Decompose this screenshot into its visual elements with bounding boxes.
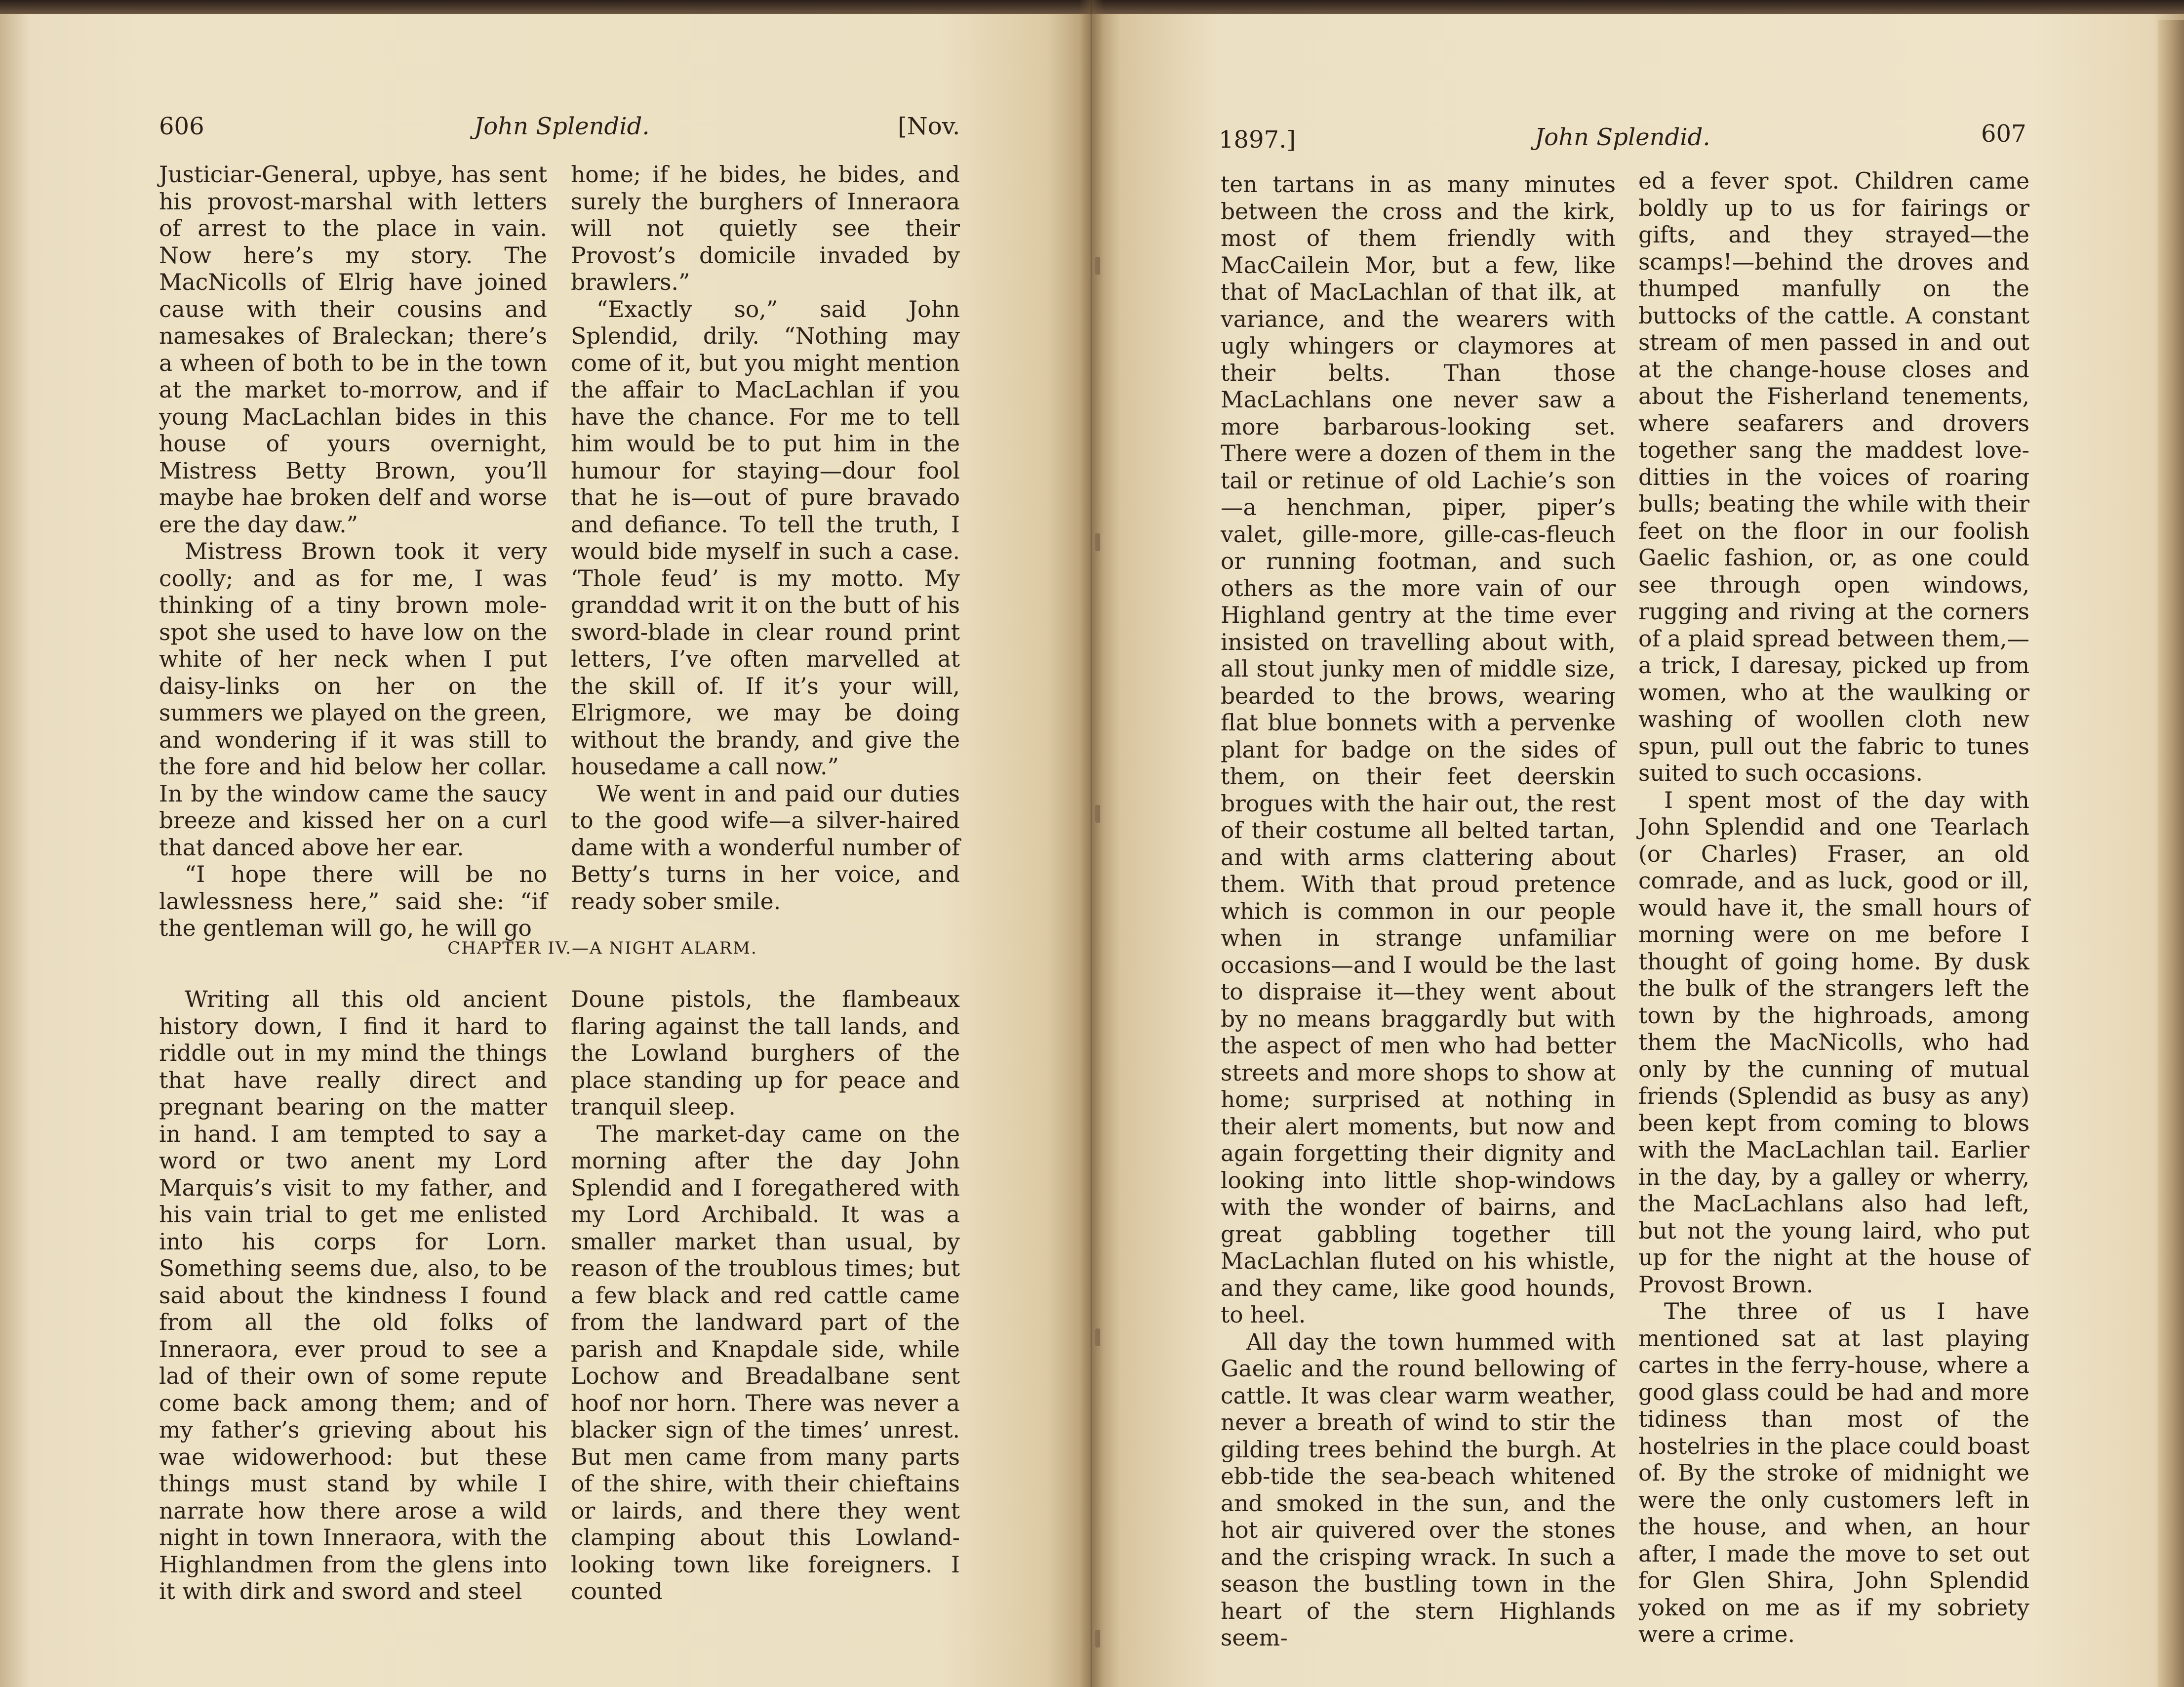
book-gutter — [1079, 0, 1104, 1687]
paragraph: Writing all this old ancient history down, I find it hard to riddle out in my mind the things that have really direct and pregnant bearing on the matter in hand. I am tempted to say a word or two anent my Lord Marquis’s visit to my father, and his vain trial to get me enlisted into his corps for Lorn. Something seems due, also, to be said about the kindness I found from all the old folks of Inneraora, ever proud to see a lad of their own of some repute come back among them; and of my father’s grieving about his wae widowerhood: but these things must stand by while I narrate how there arose a wild night in town Inneraora, with the Highlandmen from the glens into it with dirk and sword and steel — [159, 986, 547, 1605]
paragraph: Mistress Brown took it very coolly; and as for me, I was thinking of a tiny brown mole-spot she used to have low on the white of her neck when I put daisy-links on her on the summers we played on the green, and wondering if it was still to the fore and hid below her collar. In by the window came the saucy breeze and kissed her on a curl that danced above her ear. — [159, 538, 547, 861]
left-column-1-top — [159, 161, 547, 942]
paragraph: home; if he bides, he bides, and surely the burghers of Inneraora will not quietly see their Provost’s domicile invaded by brawlers.” — [571, 161, 960, 295]
binding-stitch — [1095, 533, 1100, 551]
binding-stitch — [1095, 1328, 1100, 1346]
right-year-marker: 1897.] — [1219, 126, 1296, 154]
paragraph: The market-day came on the morning after the day John Splendid and I foregathered with my Lord Archibald. It was a smaller market than usual, by reason of the troublous times; but a few black and red cattle came from the landward part of the parish and Knapdale side, while Lochow and Breadalbane sent hoof nor horn. There was never a blacker sign of the times’ unrest. But men came from many parts of the shire, with their chieftains or lairds, and there they went clamping about this Lowland-looking town like foreigners. I counted — [571, 1121, 960, 1605]
paragraph: We went in and paid our duties to the good wife—a silver-haired dame with a wonderful number of Betty’s turns in her voice, and ready sober smile. — [571, 780, 960, 915]
paragraph: Doune pistols, the flambeaux flaring against the tall lands, and the Lowland burghers of the place standing up for peace and tranquil sleep. — [571, 986, 960, 1120]
page-edge — [2158, 20, 2184, 1687]
paragraph: “I hope there will be no lawlessness here,” said she: “if the gentleman will go, he will go — [159, 861, 547, 941]
left-column-2-bottom — [571, 986, 960, 1606]
right-column-1 — [1221, 171, 1616, 1652]
paragraph: ed a fever spot. Children came boldly up to us for fairings or gifts, and they strayed—the scamps!—behind the droves and thumped manfully on the buttocks of the cattle. A constant stream of men passed in and out at the change-house closes and about the Fisherland tenements, where seafarers and drovers together sang the maddest love-ditties in the voices of roaring bulls; beating the while with their feet on the floor in our foolish Gaelic fashion, or, as one could see through open windows, rugging and riving at the corners of a plaid spread between them,—a trick, I daresay, picked up from women, who at the waulking or washing of woollen cloth new spun, pull out the fabric to tunes suited to such occasions. — [1638, 168, 2029, 786]
right-page-number: 607 — [1981, 120, 2026, 148]
binding-stitch — [1095, 805, 1100, 823]
binding-stitch — [1095, 1630, 1100, 1647]
left-page-number: 606 — [159, 113, 204, 140]
left-column-2-top — [571, 161, 960, 915]
paragraph: “Exactly so,” said John Splendid, drily. “Nothing may come of it, but you might mention the affair to MacLachlan if you have the chance. For me to tell him would be to put him in the humour for staying—dour fool that he is—out of pure bravado and defiance. To tell the truth, I would bide myself in such a case. ‘Thole feud’ is my motto. My granddad writ it on the butt of his sword-blade in clear round print letters, I’ve often marvelled at the skill of. If it’s your will, Elrigmore, we may be doing without the brandy, and give the housedame a call now.” — [571, 296, 960, 780]
left-running-title: John Splendid. — [474, 113, 650, 140]
chapter-heading: CHAPTER IV.—A NIGHT ALARM. — [447, 938, 757, 958]
left-column-1-bottom — [159, 986, 547, 1606]
paragraph: ten tartans in as many minutes between the cross and the kirk, most of them friendly with MacCailein Mor, but a few, like that of MacLachlan of that ilk, at variance, and the wearers with ugly whingers or claymores at their belts. Than those MacLachlans one never saw a more barbarous-looking set. There were a dozen of them in the tail or retinue of old Lachie’s son—a henchman, piper, piper’s valet, gille-more, gille-cas-fleuch or running footman, and such others as the more vain of our Highland gentry at the time ever insisted on travelling about with, all stout junky men of middle size, bearded to the brows, wearing flat blue bonnets with a pervenke plant for badge on the sides of them, on their feet deerskin brogues with the hair out, the rest of their costume all belted tartan, and with arms clattering about them. With that proud pretence which is common in our people when in strange unfamiliar occasions—and I would be the last to dispraise it—they went about by no means braggardly but with the aspect of men who had better streets and more shops to show at home; surprised at nothing in their alert moments, but now and again forgetting their dignity and looking into little shop-windows with the wonder of bairns, and great gabbling together till MacLachlan fluted on his whistle, and they came, like good hounds, to heel. — [1221, 171, 1616, 1328]
right-running-title: John Splendid. — [1535, 123, 1710, 151]
binding-stitch — [1095, 257, 1100, 275]
paragraph: Justiciar-General, upbye, has sent his provost-marshal with letters of arrest to the place in vain. Now here’s my story. The MacNicolls of Elrig have joined cause with their cousins and namesakes of Braleckan; there’s a wheen of both to be in the town at the market to-morrow, and if young MacLachlan bides in this house of yours overnight, Mistress Betty Brown, you’ll maybe hae broken delf and worse ere the day daw.” — [159, 161, 547, 538]
paragraph: All day the town hummed with Gaelic and the round bellowing of cattle. It was clear warm weather, never a breath of wind to stir the gilding trees behind the burgh. At ebb-tide the sea-beach whitened and smoked in the sun, and the hot air quivered over the stones and the crisping wrack. In such a season the bustling town in the heart of the stern Highlands seem- — [1221, 1328, 1616, 1651]
paragraph: I spent most of the day with John Splendid and one Tearlach (or Charles) Fraser, an old comrade, and as luck, good or ill, would have it, the small hours of morning were on me before I thought of going home. By dusk the bulk of the strangers left the town by the highroads, among them the MacNicolls, who had only by the cunning of mutual friends (Splendid as busy as any) been kept from coming to blows with the MacLachlan tail. Earlier in the day, by a galley or wherry, the MacLachlans also had left, but not the young laird, who put up for the night at the house of Provost Brown. — [1638, 787, 2029, 1298]
right-column-2 — [1638, 168, 2029, 1648]
left-month-marker: [Nov. — [898, 113, 960, 140]
paragraph: The three of us I have mentioned sat at last playing cartes in the ferry-house, where a good glass could be had and more tidiness than most of the hostelries in the place could boast of. By the stroke of midnight we were the only customers left in the house, and when, an hour after, I made the move to set out for Glen Shira, John Splendid yoked on me as if my sobriety were a crime. — [1638, 1298, 2029, 1647]
